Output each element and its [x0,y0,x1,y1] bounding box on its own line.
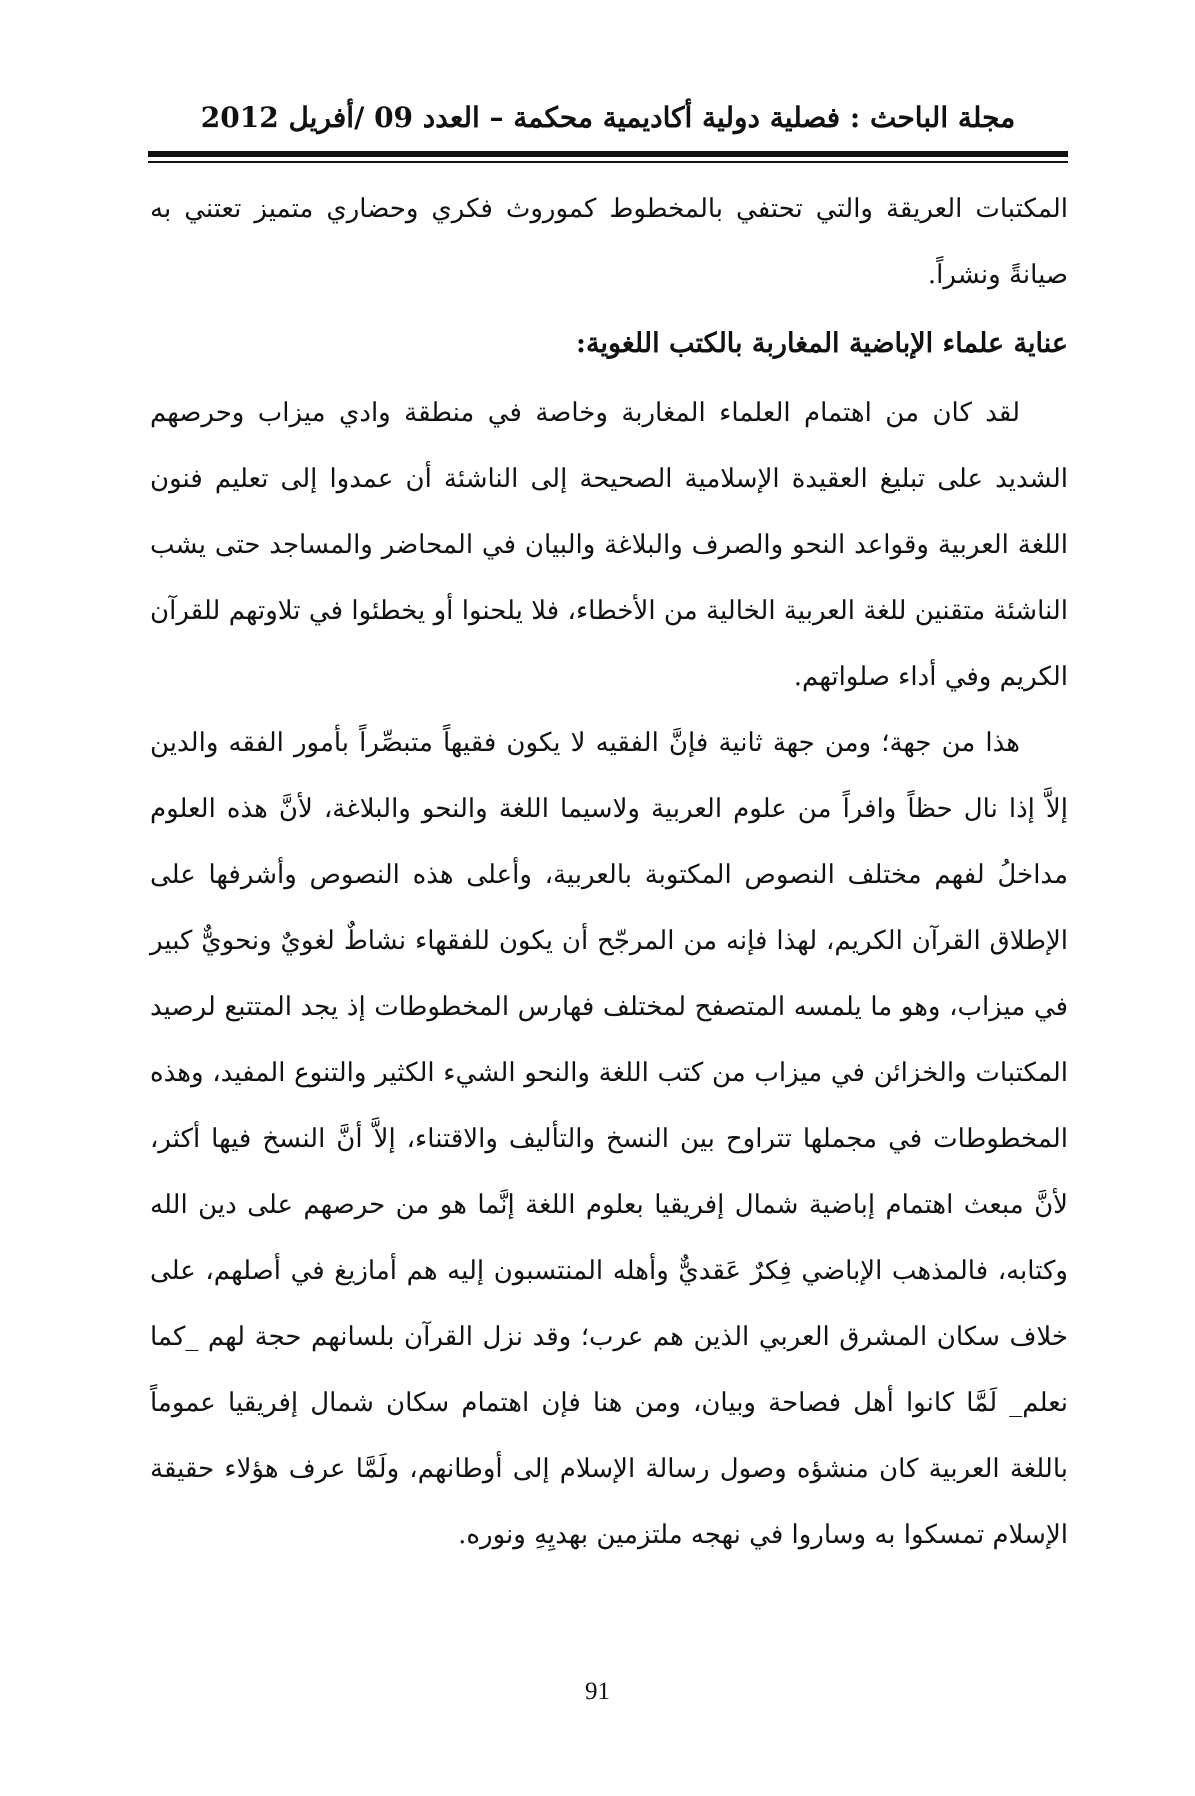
paragraph-1: لقد كان من اهتمام العلماء المغاربة وخاصة في منطقة وادي ميزاب وحرصهم الشديد على تبليغ العقيدة الإسلامية الصحيحة إلى الناشئة أن عمدوا إلى تعليم فنون اللغة العربية وقواعد النحو والصرف والبلاغة والبيان في المحاضر والمساجد حتى يشب الناشئة متقنين للغة العربية الخالية من الأخطاء، فلا يلحنوا أو يخطئوا في تلاوتهم للقرآن الكريم وفي أداء صلواتهم. [150,398,1068,692]
header-rule-thin [148,161,1068,163]
article-body [150,176,1068,1568]
intro-paragraph: المكتبات العريقة والتي تحتفي بالمخطوط كموروث فكري وحضاري متميز تعتني به صيانةً ونشراً. [150,194,1068,290]
paragraph-2: هذا من جهة؛ ومن جهة ثانية فإنَّ الفقيه لا يكون فقيهاً متبصِّراً بأمور الفقه والدين إلاَّ إذا نال حظاً وافراً من علوم العربية ولاسيما اللغة والنحو والبلاغة، لأنَّ هذه العلوم مداخلُ لفهم مختلف النصوص المكتوبة بالعربية، وأعلى هذه النصوص وأشرفها على الإطلاق القرآن الكريم، لهذا فإنه من المرجّح أن يكون للفقهاء نشاطٌ لغويٌ ونحويٌّ كبير في ميزاب، وهو ما يلمسه المتصفح لمختلف فهارس المخطوطات إذ يجد المتتبع لرصيد المكتبات والخزائن في ميزاب من كتب اللغة والنحو الشيء الكثير والتنوع المفيد، وهذه المخطوطات في مجملها تتراوح بين النسخ والتأليف والاقتناء، إلاَّ أنَّ النسخ فيها أكثر، لأنَّ مبعث اهتمام إباضية شمال إفريقيا بعلوم اللغة إنَّما هو من حرصهم على دين الله وكتابه، فالمذهب الإباضي فِكرٌ عَقديٌّ وأهله المنتسبون إليه هم أمازيغ في أصلهم، على خلاف سكان المشرق العربي الذين هم عرب؛ وقد نزل القرآن بلسانهم حجة لهم _كما نعلم_ لَمَّا كانوا أهل فصاحة وبيان، ومن هنا فإن اهتمام سكان شمال إفريقيا عموماً باللغة العربية كان منشؤه وصول رسالة الإسلام إلى أوطانهم، ولَمَّا عرف هؤلاء حقيقة الإسلام تمسكوا به وساروا في نهجه ملتزمين بهديِهِ ونوره. [150,728,1068,1550]
section-heading: عناية علماء الإباضية المغاربة بالكتب اللغوية: [576,328,1068,359]
journal-header: مجلة الباحث : فصلية دولية أكاديمية محكمة – العدد 09 /أفريل 2012 [200,101,1016,134]
page-number: 91 [585,1678,610,1705]
header-rule-thick [148,151,1068,157]
